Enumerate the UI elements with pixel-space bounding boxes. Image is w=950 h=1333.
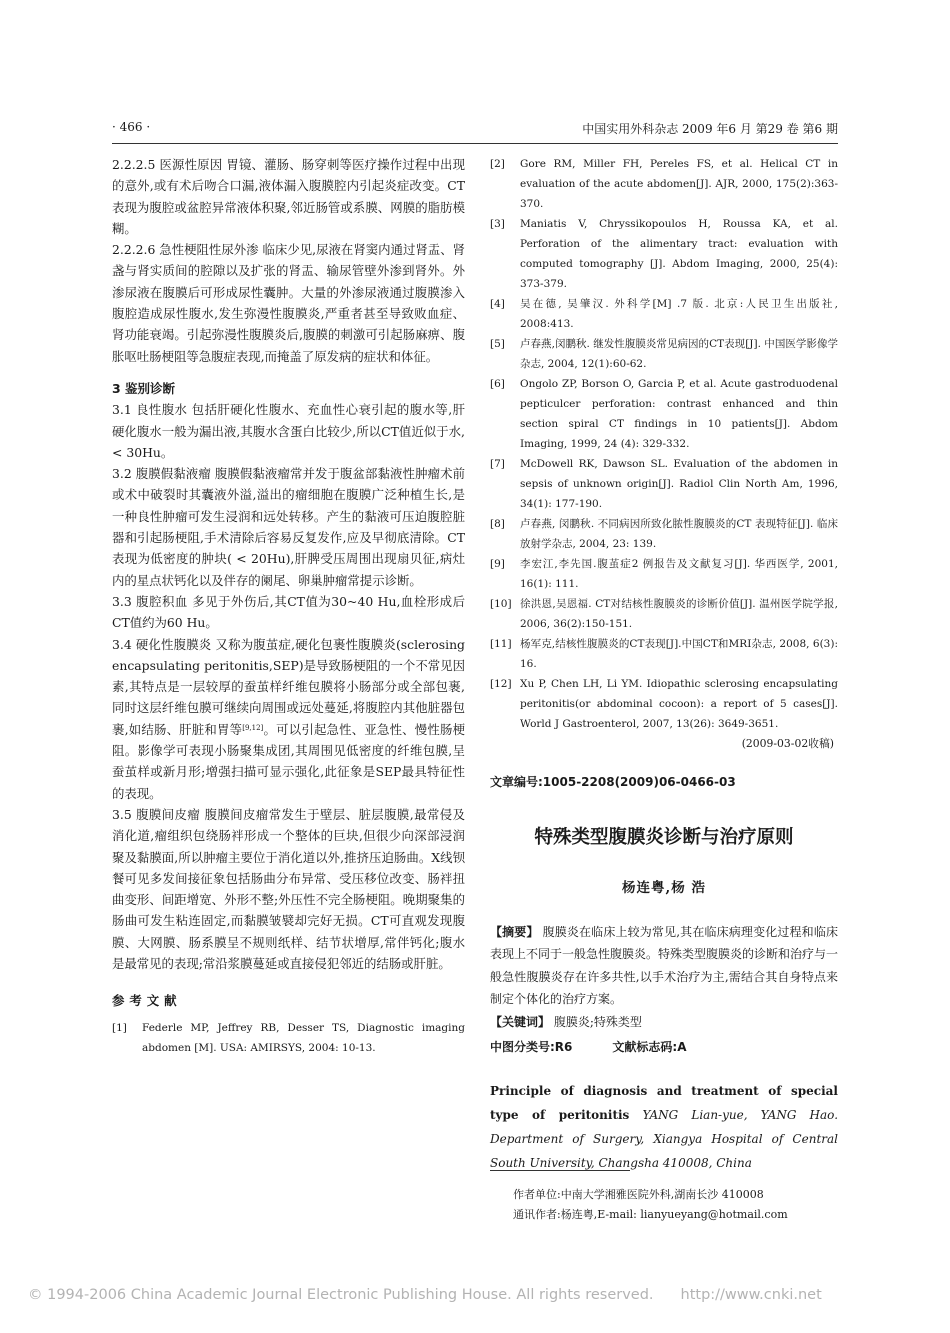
reference-item [490,454,838,514]
keywords-text: 腹膜炎;特殊类型 [550,1015,642,1029]
reference-number: [3] [490,218,505,230]
keywords-label: 【关键词】 [490,1015,551,1029]
abstract [490,921,838,1010]
reference-text: Maniatis V, Chryssikopoulos H, Roussa KA, et al. Perforation of the alimentary tract: evaluation with computed tomography [J]. Abdom Imaging, 2000, 25(4): 373-379. [520,218,838,290]
article-number: 文章编号:1005-2208(2009)06-0466-03 [490,775,736,789]
reference-text: 李宏江,李先国.腹茧症2 例报告及文献复习[J]. 华西医学, 2001, 16(1): 111. [520,558,838,590]
reference-number: [2] [490,158,505,170]
reference-text: 吴在德, 吴肇汉. 外科学[M] .7 版. 北京:人民卫生出版社, 2008:413. [520,298,838,330]
corresponding-author: 通讯作者:杨连粤,E-mail: lianyueyang@hotmail.com [513,1208,788,1221]
article-authors: 杨连粤,杨 浩 [622,880,706,896]
reference-item [490,294,838,334]
reference-text: 卢春燕, 闵鹏秋. 不同病因所致化脓性腹膜炎的CT 表现特征[J]. 临床放射学杂志, 2004, 23: 139. [520,518,838,550]
reference-number: [9] [490,558,505,570]
page-header [112,120,838,140]
reference-text: 徐洪恩,吴恩福. CT对结核性腹膜炎的诊断价值[J]. 温州医学院学报, 2006, 36(2):150-151. [520,598,838,630]
reference-item [490,334,838,374]
reference-number: [1] [112,1021,127,1034]
reference-item [490,374,838,454]
reference-item [490,214,838,294]
reference-number: [10] [490,598,512,610]
reference-item [490,154,838,214]
reference-item [490,514,838,554]
abstract-label: 【摘要】 [490,925,539,939]
reference-text: McDowell RK, Dawson SL. Evaluation of the abdomen in sepsis of unknown origin[J]. Radiol Clin North Am, 1996, 34(1): 177-190. [520,458,838,510]
english-abstract-heading [490,1079,838,1175]
paragraph-3-1: 3.1 良性腹水 包括肝硬化性腹水、充血性心衰引起的腹水等,肝硬化腹水一般为漏出液,其腹水含蛋白比较少,所以CT值近似于水,< 30Hu。 [112,402,465,460]
p34-text-b: 。可以引起急性、亚急性、慢性肠梗阻。影像学可表现小肠聚集成团,其周围见低密度的纤维包膜,呈蚕茧样或新月形;增强扫描可显示强化,此征象是SEP最具特征性的表现。 [112,721,466,801]
page-number: · 466 · [112,120,151,134]
author-footnote [513,1185,788,1225]
classification [490,1038,686,1055]
copyright-watermark [28,1287,822,1303]
reference-text: Gore RM, Miller FH, Pereles FS, et al. Helical CT in evaluation of the acute abdomen[J]. AJR, 2000, 175(2):363-370. [520,158,838,210]
footnote-rule [490,1170,630,1171]
clc-number: 中图分类号:R6 [490,1040,573,1054]
paragraph-3-5: 3.5 腹膜间皮瘤 腹膜间皮瘤常发生于壁层、脏层腹膜,最常侵及消化道,瘤组织包绕肠袢形成一个整体的巨块,但很少向深部浸润聚及黏膜面,所以肿瘤主要位于消化道以外,推挤压迫肠曲。X线钡餐可见多发间接征象包括肠曲分布异常、受压移位改变、肠袢扭曲变形、间距增宽、外形不整;外压性不完全肠梗阻。晚期聚集的肠曲可发生粘连固定,而黏膜皱襞却完好无损。CT可直观发现腹膜、大网膜、肠系膜呈不规则纸样、结节状增厚,常伴钙化;腹水是最常见的表现;常沿浆膜蔓延或直接侵犯邻近的结肠或肝脏。 [112,806,465,971]
paragraph-2226: 2.2.2.6 急性梗阻性尿外渗 临床少见,尿液在肾窦内通过肾盂、肾盏与肾实质间的腔隙以及扩张的肾盂、输尿管壁外渗到肾外。外渗尿液在腹膜后可形成尿性囊肿。大量的外渗尿液通过腹膜渗入腹腔造成尿性腹水,发生弥漫性腹膜炎,严重者甚至导致败血症、肾功能衰竭。引起弥漫性腹膜炎后,腹膜的刺激可引起肠麻痹、腹胀呕吐肠梗阻等急腹症表现,而掩盖了原发病的症状和体征。 [112,242,465,364]
document-code: 文献标志码:A [612,1040,687,1054]
reference-number: [11] [490,638,512,650]
english-title: Principle of diagnosis and treatment of special type of peritonitis [490,1084,838,1122]
reference-text: 杨军克,结核性腹膜炎的CT表现[J].中国CT和MRI杂志, 2008, 6(3): 16. [520,638,838,670]
paragraph-3-4 [112,634,465,804]
reference-number: [5] [490,338,505,350]
reference-item [490,554,838,594]
reference-number: [6] [490,378,505,390]
left-column [112,154,465,1058]
copyright-text: © 1994-2006 China Academic Journal Electronic Publishing House. All rights reserved. [28,1287,654,1303]
journal-info: 中国实用外科杂志 2009 年6 月 第29 卷 第6 期 [582,122,838,136]
abstract-text: 腹膜炎在临床上较为常见,其在临床病理变化过程和临床表现上不同于一般急性腹膜炎。特殊类型腹膜炎的诊断和治疗与一般急性腹膜炎存在许多共性,以手术治疗为主,需结合其自身特点来制定个体化的治疗方案。 [490,925,839,1006]
references-title: 参考文献 [112,993,182,1009]
received-date: (2009-03-02收稿) [741,737,834,750]
paragraph-2225: 2.2.2.5 医源性原因 胃镜、灌肠、肠穿刺等医疗操作过程中出现的意外,或有术后吻合口漏,液体漏入腹膜腔内引起炎症改变。CT表现为腹腔或盆腔异常液体积聚,邻近肠管或系膜、网膜的脂肪模糊。 [112,157,465,236]
article-title: 特殊类型腹膜炎诊断与治疗原则 [534,827,794,848]
reference-item [490,634,838,674]
p34-text-a: 3.4 硬化性腹膜炎 又称为腹茧症,硬化包裹性腹膜炎(sclerosing encapsulating peritonitis,SEP)是导致肠梗阻的一个不常见因素,其特点是一层较厚的蚕茧样纤维包膜将小肠部分或全部包裹,同时这层纤维包膜可继续向周围或远处蔓延,将腹腔内其他脏器包裹,如结肠、肝脏和胃等 [112,636,465,737]
reference-item [490,674,838,734]
right-column [490,154,838,754]
citation: [9,12] [242,723,264,732]
reference-item [112,1018,465,1058]
reference-number: [12] [490,678,512,690]
reference-item [490,594,838,634]
reference-text: Xu P, Chen LH, Li YM. Idiopathic sclerosing encapsulating peritonitis(or abdominal cocoon): a report of 5 cases[J]. World J Gastroenterol, 2007, 13(26): 3649-3651. [520,678,838,730]
header-rule [112,143,838,144]
paragraph-3-3: 3.3 腹腔积血 多见于外伤后,其CT值为30~40 Hu,血栓形成后CT值约为60 Hu。 [112,593,465,631]
reference-text: Federle MP, Jeffrey RB, Desser TS, Diagnostic imaging abdomen [M]. USA: AMIRSYS, 2004: 10-13. [142,1021,465,1054]
affiliation: 作者单位:中南大学湘雅医院外科,湖南长沙 410008 [513,1188,764,1201]
section-heading: 3 鉴别诊断 [112,380,176,396]
keywords [490,1013,642,1030]
reference-text: 卢春燕,闵鹏秋. 继发性腹膜炎常见病因的CT表现[J]. 中国医学影像学杂志, 2004, 12(1):60-62. [520,338,838,370]
reference-text: Ongolo ZP, Borson O, Garcia P, et al. Acute gastroduodenal pepticulcer perforation: contrast enhanced and thin section spiral CT findings in 10 patients[J]. Abdom Imaging, 1999, 24 (4): 329-332. [520,378,838,450]
english-authors: YANG Lian-yue, YANG Hao. Department of Surgery, Xiangya Hospital of Central South University, Changsha 410008, China [490,1108,839,1170]
reference-number: [7] [490,458,505,470]
paragraph-3-2: 3.2 腹膜假黏液瘤 腹膜假黏液瘤常并发于腹盆部黏液性肿瘤术前或术中破裂时其囊液外溢,溢出的瘤细胞在腹膜广泛种植生长,是一种良性肿瘤可发生浸润和远处转移。产生的黏液可压迫腹腔脏器和引起肠梗阻,手术清除后容易反复发作,应及早彻底清除。CT表现为低密度的肿块( < 20Hu),肝脾受压周围出现扇贝征,病灶内的星点状钙化以及伴存的阑尾、卵巢肿瘤常提示诊断。 [112,466,465,588]
reference-number: [8] [490,518,505,530]
cnki-url: http://www.cnki.net [680,1287,822,1303]
reference-number: [4] [490,298,505,310]
